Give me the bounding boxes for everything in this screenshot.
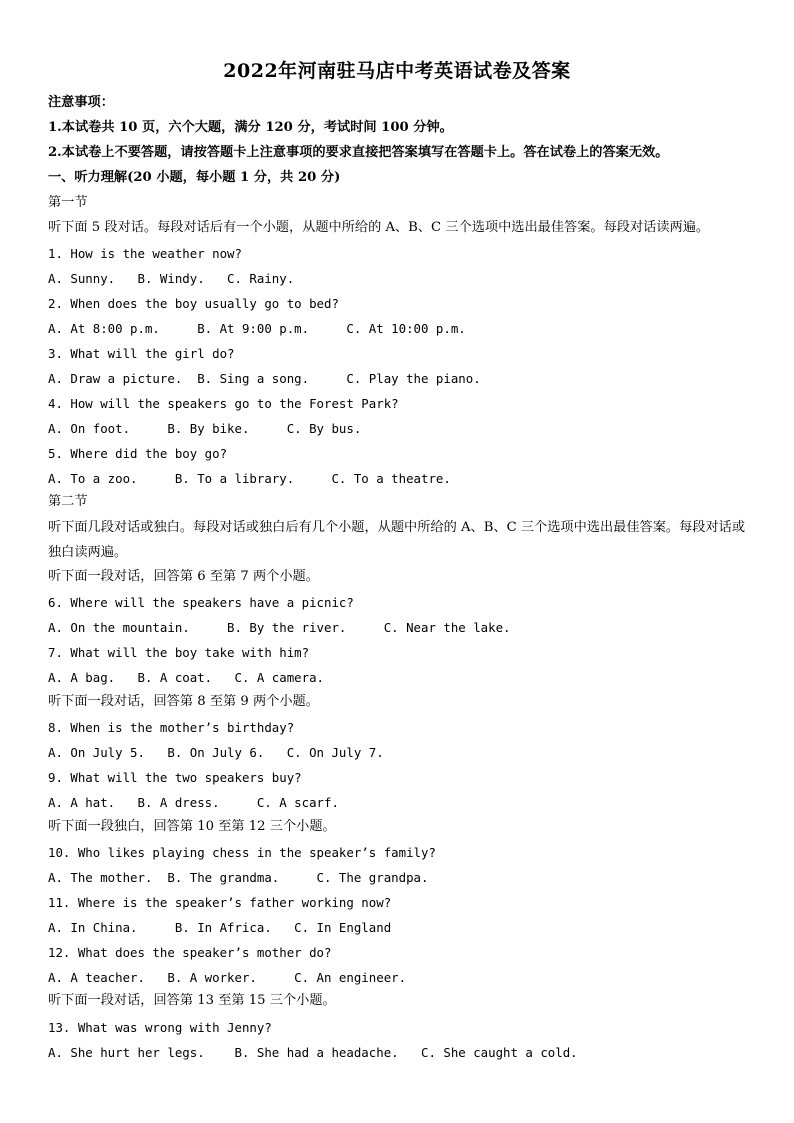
- notice-item-2: 2.本试卷上不要答题，请按答题卡上注意事项的要求直接把答案填写在答题卡上。答在试卷上的答案无效。: [48, 145, 669, 160]
- options-10: A. The mother. B. The grandma. C. The grandpa.: [48, 870, 429, 885]
- dialog-6-7-instruction: 听下面一段对话，回答第 6 至第 7 两个小题。: [48, 569, 319, 584]
- section2-label: 第二节: [48, 494, 88, 509]
- options-5: A. To a zoo. B. To a library. C. To a theatre.: [48, 471, 451, 486]
- options-7: A. A bag. B. A coat. C. A camera.: [48, 670, 325, 685]
- options-6: A. On the mountain. B. By the river. C. Near the lake.: [48, 620, 511, 635]
- part1-heading: 一、听力理解(20 小题，每小题 1 分，共 20 分): [48, 170, 341, 185]
- dialog-13-15-instruction: 听下面一段对话，回答第 13 至第 15 三个小题。: [48, 993, 336, 1008]
- question-8: 8. When is the mother’s birthday?: [48, 720, 295, 735]
- notice-heading: 注意事项：: [48, 95, 114, 110]
- question-4: 4. How will the speakers go to the Forest Park?: [48, 396, 399, 411]
- section1-label: 第一节: [48, 195, 88, 210]
- question-12: 12. What does the speaker’s mother do?: [48, 945, 332, 960]
- question-1: 1. How is the weather now?: [48, 246, 242, 261]
- options-12: A. A teacher. B. A worker. C. An engineer.: [48, 970, 407, 985]
- question-5: 5. Where did the boy go?: [48, 446, 228, 461]
- options-3: A. Draw a picture. B. Sing a song. C. Play the piano.: [48, 371, 481, 386]
- options-13: A. She hurt her legs. B. She had a headache. C. She caught a cold.: [48, 1045, 578, 1060]
- question-9: 9. What will the two speakers buy?: [48, 770, 302, 785]
- page-title: 2022年河南驻马店中考英语试卷及答案: [223, 60, 571, 82]
- section2-instruction: 听下面几段对话或独白。每段对话或独白后有几个小题，从题中所给的 A、B、C 三个选项中选出最佳答案。每段对话或独白读两遍。: [48, 520, 746, 560]
- mono-10-12-instruction: 听下面一段独白，回答第 10 至第 12 三个小题。: [48, 819, 336, 834]
- options-2: A. At 8:00 p.m. B. At 9:00 p.m. C. At 10:00 p.m.: [48, 321, 466, 336]
- question-7: 7. What will the boy take with him?: [48, 645, 310, 660]
- question-13: 13. What was wrong with Jenny?: [48, 1020, 272, 1035]
- question-10: 10. Who likes playing chess in the speaker’s family?: [48, 845, 436, 860]
- notice-item-1: 1.本试卷共 10 页，六个大题，满分 120 分，考试时间 100 分钟。: [48, 120, 453, 135]
- dialog-8-9-instruction: 听下面一段对话，回答第 8 至第 9 两个小题。: [48, 694, 319, 709]
- options-8: A. On July 5. B. On July 6. C. On July 7.: [48, 745, 384, 760]
- options-11: A. In China. B. In Africa. C. In England: [48, 920, 392, 935]
- question-11: 11. Where is the speaker’s father working now?: [48, 895, 392, 910]
- question-3: 3. What will the girl do?: [48, 346, 235, 361]
- question-2: 2. When does the boy usually go to bed?: [48, 296, 339, 311]
- section1-instruction: 听下面 5 段对话。每段对话后有一个小题，从题中所给的 A、B、C 三个选项中选出最佳答案。每段对话读两遍。: [48, 220, 710, 235]
- options-4: A. On foot. B. By bike. C. By bus.: [48, 421, 362, 436]
- options-9: A. A hat. B. A dress. C. A scarf.: [48, 795, 339, 810]
- options-1: A. Sunny. B. Windy. C. Rainy.: [48, 271, 295, 286]
- question-6: 6. Where will the speakers have a picnic?: [48, 595, 354, 610]
